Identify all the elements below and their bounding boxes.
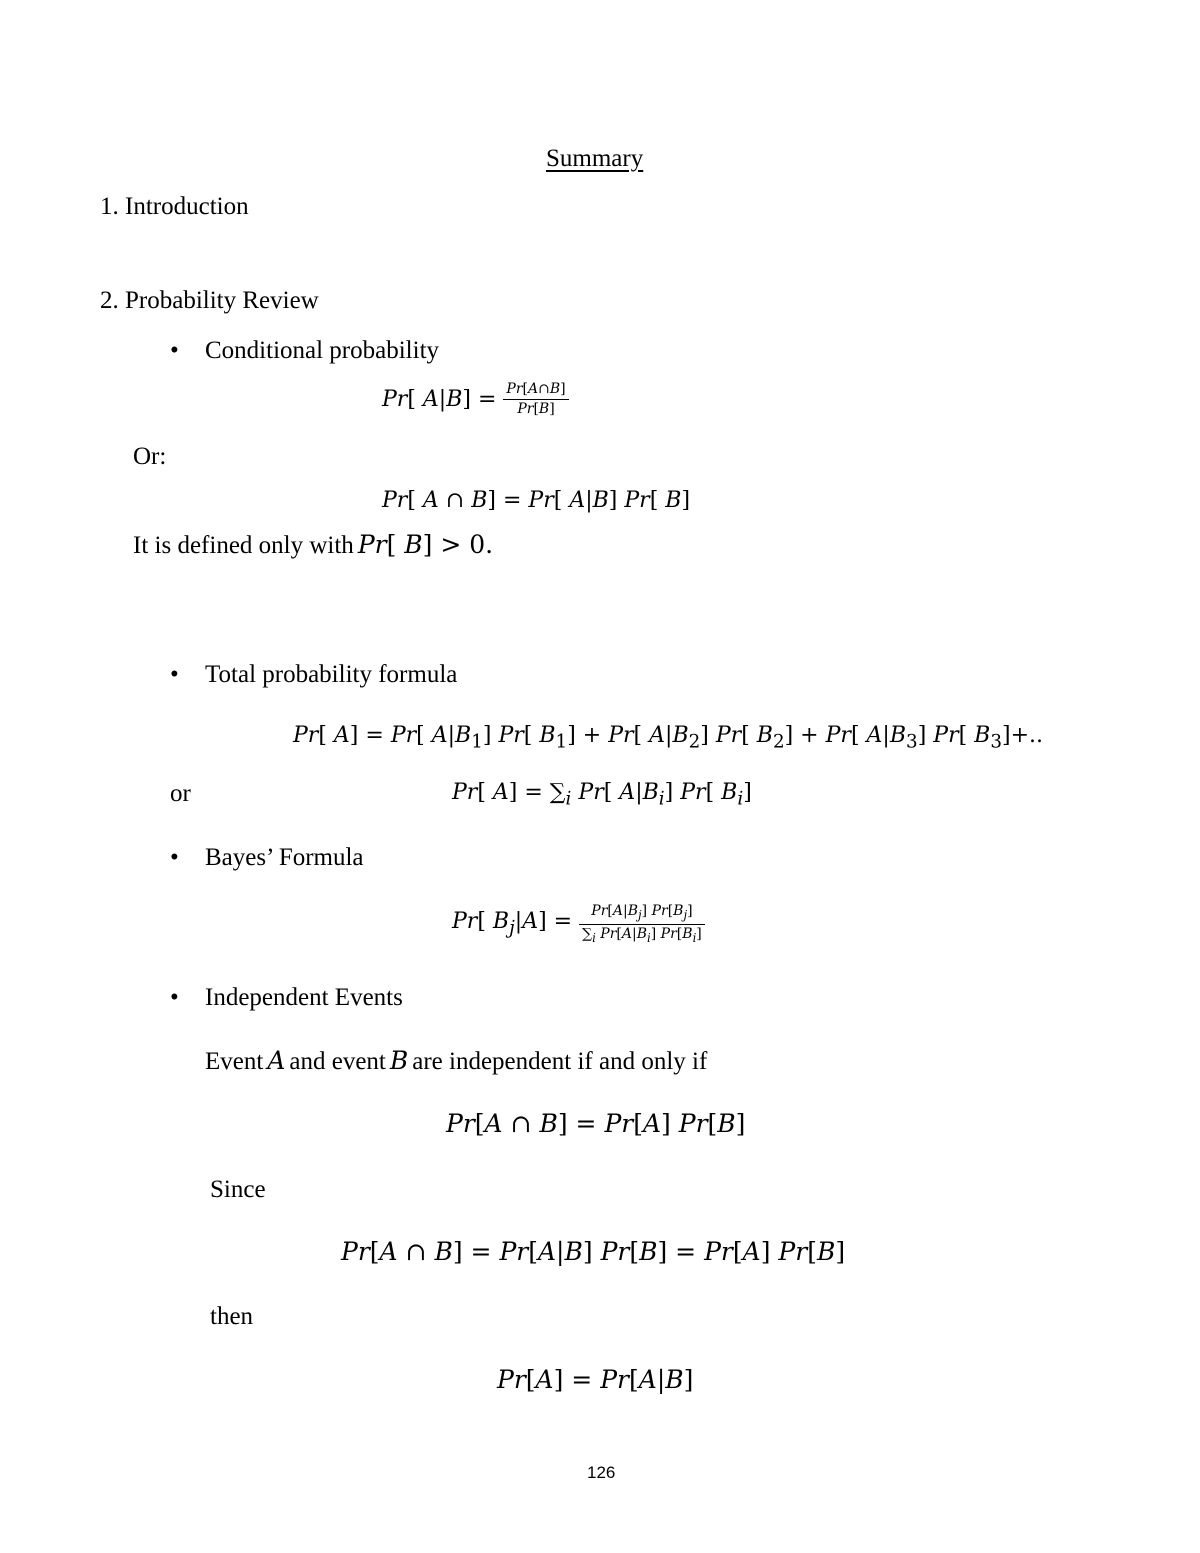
bullet-bayes-formula: Bayes’ Formula — [205, 844, 364, 871]
bullet-total-probability: Total probability formula — [205, 661, 458, 688]
independence-statement: Event A and event B are independent if and only if — [205, 1046, 708, 1075]
equation-conditional-probability: Pr[ A|B] = $\frac{Pr[A\cap B]}{Pr[B]}$ — [382, 382, 569, 418]
equation-independence-result: Pr[A] = Pr[A|B] — [497, 1365, 694, 1394]
definition-condition-text: It is defined only with — [133, 532, 354, 559]
equation-independence-derivation: Pr[A ∩ B] = Pr[A|B] Pr[B] = Pr[A] Pr[B] — [341, 1237, 846, 1266]
bullet-dot: • — [170, 661, 179, 688]
bullet-dot: • — [170, 984, 179, 1011]
bullet-conditional-probability: Conditional probability — [205, 337, 440, 364]
then-label: then — [210, 1303, 254, 1330]
or-label: or — [170, 780, 191, 807]
bullet-independent-events: Independent Events — [205, 984, 403, 1011]
equation-independence: Pr[A ∩ B] = Pr[A] Pr[B] — [446, 1109, 746, 1138]
page-number: 126 — [587, 1463, 616, 1482]
and-event-text: and event — [289, 1048, 386, 1075]
bullet-dot: • — [170, 844, 179, 871]
event-word: Event — [205, 1048, 264, 1075]
or-colon-label: Or: — [133, 443, 167, 470]
independent-iff-text: are independent if and only if — [412, 1048, 708, 1075]
section-introduction: 1. Introduction — [100, 193, 249, 220]
section-probability-review: 2. Probability Review — [100, 287, 319, 314]
bullet-dot: • — [170, 337, 179, 364]
page-title: Summary — [546, 145, 644, 172]
definition-condition: It is defined only with Pr[ B] > 0. — [133, 530, 494, 559]
equation-total-probability-sum: Pr[ $A] = \sum_i$ Pr[ $A|B_i$] Pr[ $B_i$] — [452, 780, 752, 810]
equation-total-probability-expanded: Pr[ A] = Pr[ $A|B_1$] Pr[ $B_1] + Pr$[ $A|B_2$] Pr[ $B_2] + Pr$[ $A|B_3$] Pr[ $B_3]+$.. — [293, 723, 1044, 753]
equation-joint-probability: Pr[ A ∩ B] = Pr[ A|B] Pr[ B] — [382, 488, 691, 513]
equation-bayes: Pr[ $B_j|A$] = $\frac{Pr[A|B_j] Pr[B_j]}{\sum_i Pr[A|B_i] Pr[B_i]}$ — [452, 904, 705, 944]
since-label: Since — [210, 1176, 266, 1203]
